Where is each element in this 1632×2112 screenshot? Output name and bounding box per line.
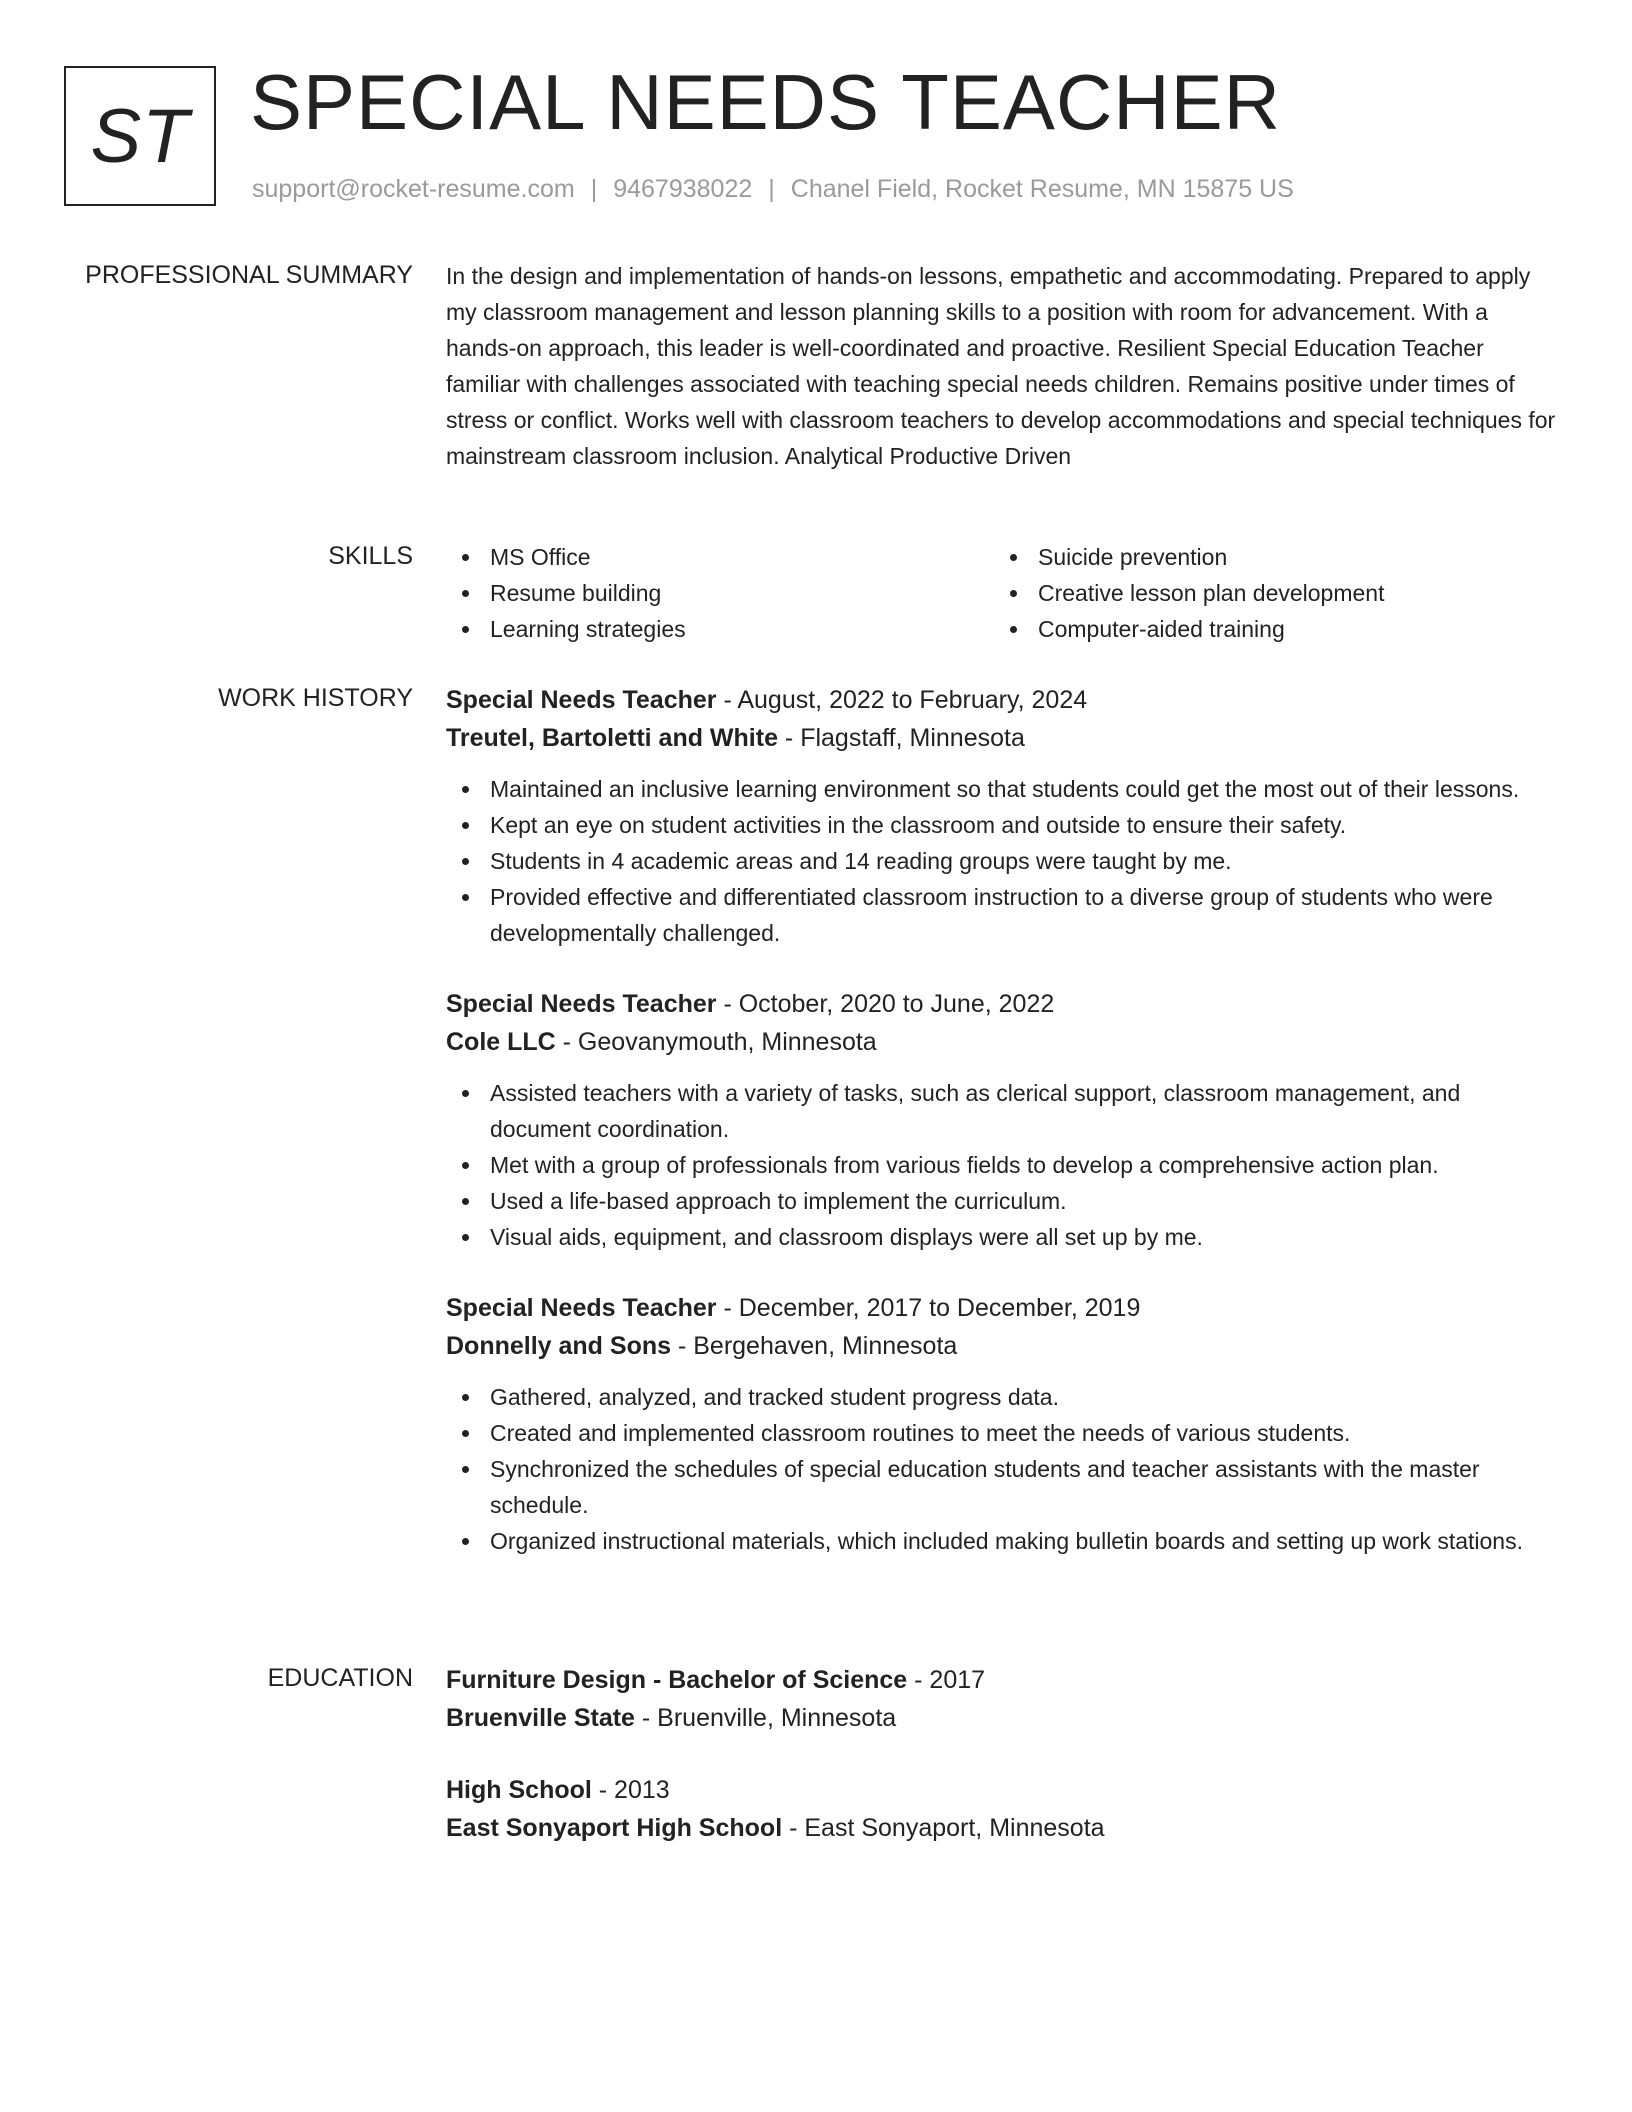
job-dates: - October, 2020 to June, 2022: [716, 990, 1055, 1018]
education-location: - Bruenville, Minnesota: [634, 1704, 897, 1732]
education-heading: EDUCATION: [267, 1664, 413, 1692]
job-bullet: Synchronized the schedules of special education students and teacher assistants with the master schedule.: [446, 1451, 1556, 1523]
contact-email[interactable]: support@rocket-resume.com: [252, 175, 575, 203]
contact-phone[interactable]: 9467938022: [613, 175, 753, 203]
job-entry: [446, 681, 1556, 951]
summary-body: [446, 258, 1556, 474]
job-title: Special Needs Teacher: [446, 686, 717, 714]
monogram-logo: [64, 66, 216, 206]
contact-separator: |: [590, 175, 598, 203]
resume-title: SPECIAL NEEDS TEACHER: [250, 58, 1281, 146]
summary-text: In the design and implementation of hands-on lessons, empathetic and accommodating. Prepared to apply my classroom management and lesson planning skills to a position with room for advancement. With a hands-on approach, this leader is well-coordinated and proactive. Resilient Special Education Teacher familiar with challenges associated with teaching special needs children. Remains positive under times of stress or conflict. Works well with classroom teachers to develop accommodations and special techniques for mainstream classroom inclusion. Analytical Productive Driven: [446, 263, 1556, 469]
job-location: - Geovanymouth, Minnesota: [555, 1028, 877, 1056]
education-year: - 2017: [907, 1666, 986, 1694]
job-company-line: [446, 1023, 1556, 1061]
education-school: East Sonyaport High School: [446, 1814, 783, 1842]
education-school-line: [446, 1809, 1556, 1847]
job-bullet: Met with a group of professionals from various fields to develop a comprehensive action plan.: [446, 1147, 1556, 1183]
job-title-line: [446, 1289, 1556, 1327]
skills-column-right: [994, 539, 1542, 647]
education-school-line: [446, 1699, 1556, 1737]
job-company-line: [446, 719, 1556, 757]
job-bullet: Created and implemented classroom routines to meet the needs of various students.: [446, 1415, 1556, 1451]
education-entry: [446, 1771, 1556, 1847]
job-location: - Bergehaven, Minnesota: [671, 1332, 958, 1360]
monogram-initials: ST: [90, 93, 190, 179]
job-bullet: Assisted teachers with a variety of tasks, such as clerical support, classroom management, and document coordination.: [446, 1075, 1556, 1147]
education-degree: High School: [446, 1776, 592, 1804]
job-entry: [446, 985, 1556, 1255]
education-degree-line: [446, 1771, 1556, 1809]
education-year: - 2013: [591, 1776, 670, 1804]
education-degree-line: [446, 1661, 1556, 1699]
job-title: Special Needs Teacher: [446, 990, 717, 1018]
job-bullet: Provided effective and differentiated classroom instruction to a diverse group of students who were developmentally challenged.: [446, 879, 1556, 951]
skill-item: Creative lesson plan development: [994, 575, 1542, 611]
job-bullets: [446, 1379, 1556, 1559]
contact-line: [252, 172, 1294, 206]
job-company: Donnelly and Sons: [446, 1332, 672, 1360]
job-title: Special Needs Teacher: [446, 1294, 717, 1322]
contact-separator: |: [768, 175, 775, 203]
job-company-line: [446, 1327, 1556, 1365]
skill-item: MS Office: [446, 539, 994, 575]
job-dates: - August, 2022 to February, 2024: [716, 686, 1088, 714]
job-bullet: Kept an eye on student activities in the classroom and outside to ensure their safety.: [446, 807, 1556, 843]
job-bullet: Used a life-based approach to implement the curriculum.: [446, 1183, 1556, 1219]
skills-heading: SKILLS: [328, 542, 413, 570]
job-bullet: Students in 4 academic areas and 14 reading groups were taught by me.: [446, 843, 1556, 879]
job-entry: [446, 1289, 1556, 1559]
job-bullet: Maintained an inclusive learning environment so that students could get the most out of their lessons.: [446, 771, 1556, 807]
summary-heading: PROFESSIONAL SUMMARY: [85, 261, 413, 289]
skill-item: Resume building: [446, 575, 994, 611]
job-dates: - December, 2017 to December, 2019: [716, 1294, 1141, 1322]
education-degree: Furniture Design - Bachelor of Science: [446, 1666, 908, 1694]
contact-address: Chanel Field, Rocket Resume, MN 15875 US: [790, 175, 1294, 203]
education-location: - East Sonyaport, Minnesota: [782, 1814, 1105, 1842]
skill-item: Suicide prevention: [994, 539, 1542, 575]
skills-grid: [446, 539, 1556, 647]
skill-item: Learning strategies: [446, 611, 994, 647]
skills-column-left: [446, 539, 994, 647]
education-school: Bruenville State: [446, 1704, 635, 1732]
skills-body: [446, 539, 1556, 647]
job-title-line: [446, 681, 1556, 719]
work-history-heading: WORK HISTORY: [218, 684, 413, 712]
job-title-line: [446, 985, 1556, 1023]
education-body: [446, 1661, 1556, 1847]
skill-item: Computer-aided training: [994, 611, 1542, 647]
education-entry: [446, 1661, 1556, 1737]
job-bullet: Visual aids, equipment, and classroom displays were all set up by me.: [446, 1219, 1556, 1255]
job-bullet: Gathered, analyzed, and tracked student progress data.: [446, 1379, 1556, 1415]
job-location: - Flagstaff, Minnesota: [777, 724, 1025, 752]
job-company: Cole LLC: [446, 1028, 556, 1056]
job-bullets: [446, 1075, 1556, 1255]
job-company: Treutel, Bartoletti and White: [446, 724, 778, 752]
work-history-body: [446, 681, 1556, 1559]
job-bullets: [446, 771, 1556, 951]
job-bullet: Organized instructional materials, which included making bulletin boards and setting up work stations.: [446, 1523, 1556, 1559]
